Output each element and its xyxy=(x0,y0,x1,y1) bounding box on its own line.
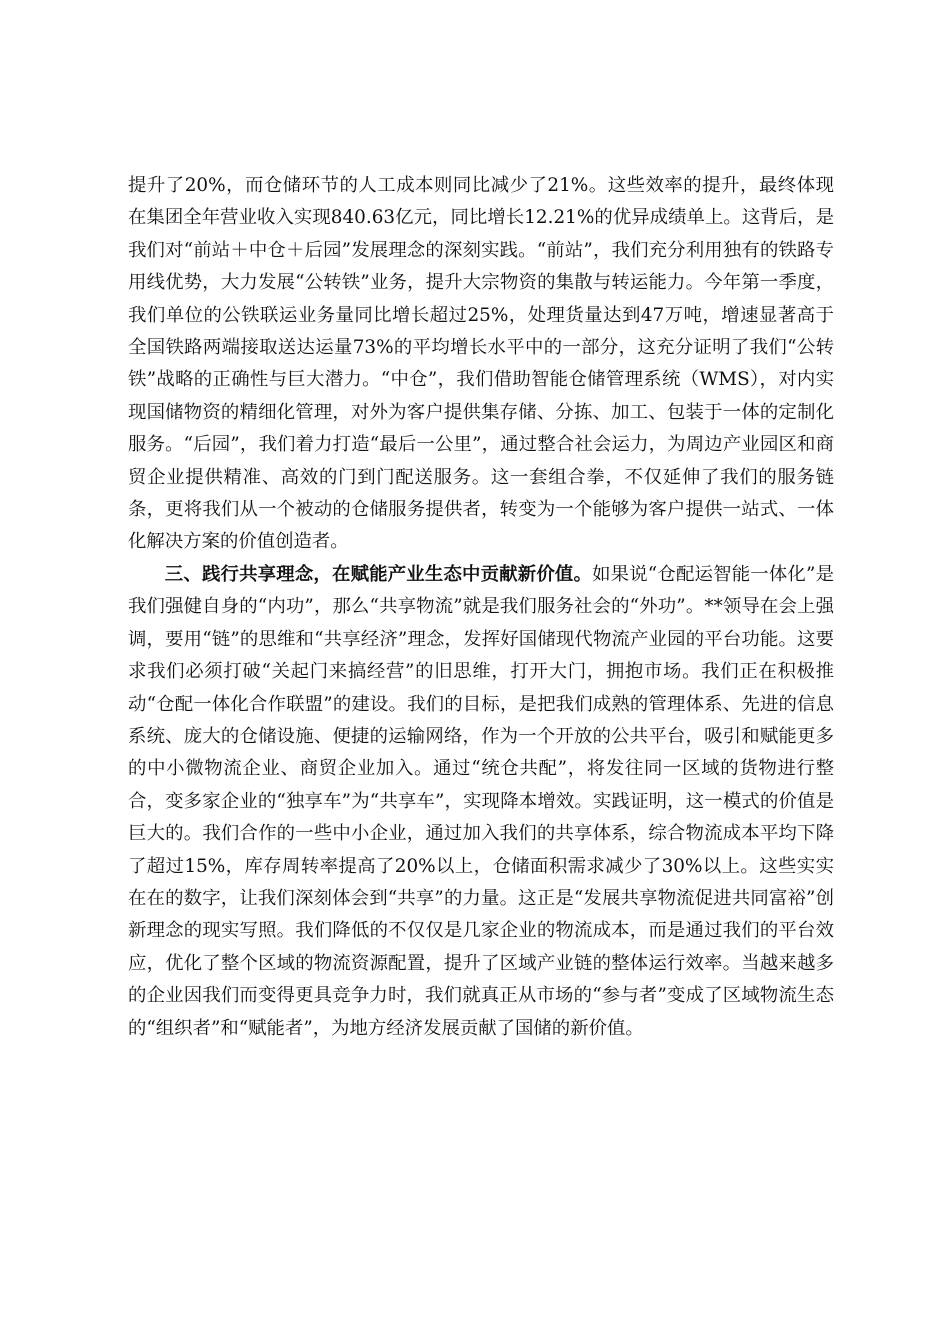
paragraph-2-body: 如果说“仓配运智能一体化”是我们强健自身的“内功”，那么“共享物流”就是我们服务社会的“外功”。**领导在会上强调，要用“链”的思维和“共享经济”理念，发挥好国储现代物流产业园的平台功能。这要求我们必须打破“关起门来搞经营”的旧思维，打开大门，拥抱市场。我们正在积极推动“仓配一体化合作联盟”的建设。我们的目标，是把我们成熟的管理体系、先进的信息系统、庞大的仓储设施、便捷的运输网络，作为一个开放的公共平台，吸引和赋能更多的中小微物流企业、商贸企业加入。通过“统仓共配”，将发往同一区域的货物进行整合，变多家企业的“独享车”为“共享车”，实现降本增效。实践证明，这一模式的价值是巨大的。我们合作的一些中小企业，通过加入我们的共享体系，综合物流成本平均下降了超过15%，库存周转率提高了20%以上，仓储面积需求减少了30%以上。这些实实在在的数字，让我们深刻体会到“共享”的力量。这正是“发展共享物流促进共同富裕”创新理念的现实写照。我们降低的不仅仅是几家企业的物流成本，而是通过我们的平台效应，优化了整个区域的物流资源配置，提升了区域产业链的整体运行效率。当越来越多的企业因我们而变得更具竞争力时，我们就真正从市场的“参与者”变成了区域物流生态的“组织者”和“赋能者”，为地方经济发展贡献了国储的新价值。 xyxy=(128,563,834,1039)
document-body xyxy=(128,170,834,1045)
section-heading: 三、践行共享理念，在赋能产业生态中贡献新价值。 xyxy=(164,563,593,585)
paragraph-2 xyxy=(128,559,834,1045)
paragraph-1: 提升了20%，而仓储环节的人工成本则同比减少了21%。这些效率的提升，最终体现在集团全年营业收入实现840.63亿元，同比增长12.21%的优异成绩单上。这背后，是我们对“前站＋中仓＋后园”发展理念的深刻实践。“前站”，我们充分利用独有的铁路专用线优势，大力发展“公转铁”业务，提升大宗物资的集散与转运能力。今年第一季度，我们单位的公铁联运业务量同比增长超过25%，处理货量达到47万吨，增速显著高于全国铁路两端接取送达运量73%的平均增长水平中的一部分，这充分证明了我们“公转铁”战略的正确性与巨大潜力。“中仓”，我们借助智能仓储管理系统（WMS），对内实现国储物资的精细化管理，对外为客户提供集存储、分拣、加工、包装于一体的定制化服务。“后园”，我们着力打造“最后一公里”，通过整合社会运力，为周边产业园区和商贸企业提供精准、高效的门到门配送服务。这一套组合拳，不仅延伸了我们的服务链条，更将我们从一个被动的仓储服务提供者，转变为一个能够为客户提供一站式、一体化解决方案的价值创造者。 xyxy=(128,175,834,553)
